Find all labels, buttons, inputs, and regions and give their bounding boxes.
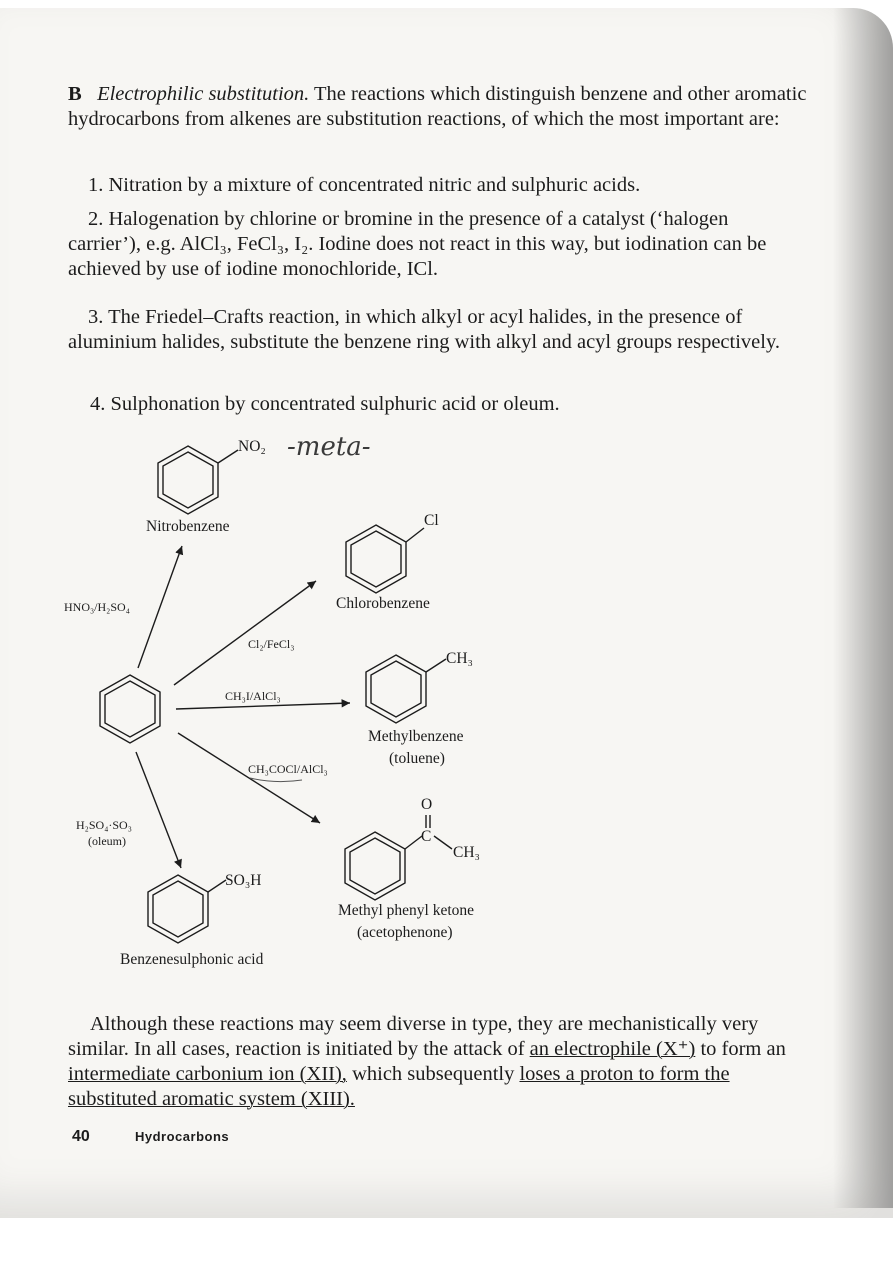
ketone-carbon-label: C — [421, 828, 432, 845]
reagent-acylation: CH₃COCl/AlCl₃ — [248, 762, 328, 776]
section-title: Electrophilic substitution. — [97, 83, 310, 105]
list-item-halogenation: 2. Halogenation by chlorine or bromine in the presence of a catalyst (‘halogen carrier’), e.g. AlCl₃, FeCl₃, I₂. Iodine does not react in this way, but iodination can be achieved by use of iodine monochloride, ICl. — [68, 208, 767, 280]
reagent-chlorination: Cl₂/FeCl₃ — [248, 637, 295, 651]
chlorobenzene-name: Chlorobenzene — [336, 595, 430, 612]
chloro-group-label: Cl — [424, 512, 439, 529]
methylbenzene-ring — [366, 655, 446, 723]
list-item-nitration: 1. Nitration by a mixture of concentrated nitric and sulphuric acids. — [88, 174, 641, 196]
ketone-methyl-label: CH₃ — [453, 844, 480, 861]
list-item-friedel-crafts: 3. The Friedel–Crafts reaction, in which alkyl or acyl halides, in the presence of aluminium halides, substitute the benzene ring with alkyl and acyl groups respectively. — [68, 306, 781, 353]
benzenesulphonic-ring — [148, 875, 226, 943]
ketone-name: Methyl phenyl ketone — [338, 902, 475, 919]
closing-paragraph — [68, 1012, 788, 1112]
arrow-chlorination — [174, 581, 316, 685]
arrow-sulphonation — [136, 752, 181, 868]
reagent-nitration: HNO₃/H₂SO₄ — [64, 600, 130, 614]
nitro-group-label: NO₂ — [238, 438, 266, 455]
toluene-name: (toluene) — [389, 750, 445, 767]
closing-text-mid2: which subsequently — [346, 1063, 520, 1085]
reagent-methylation: CH₃I/AlCl₃ — [225, 689, 281, 703]
methylbenzene-name: Methylbenzene — [368, 728, 464, 745]
reagent-sulphonation-note: (oleum) — [88, 834, 126, 848]
closing-underline-proton: loses a proton to form the substituted aromatic system (XIII). — [68, 1063, 730, 1110]
reagent-sulphonation: H₂SO₄·SO₃ — [76, 818, 132, 832]
running-footer-title: Hydrocarbons — [135, 1129, 230, 1144]
nitrobenzene-name: Nitrobenzene — [146, 518, 230, 535]
acetophenone-name: (acetophenone) — [357, 924, 453, 941]
chlorobenzene-ring — [346, 525, 424, 593]
nitrobenzene-ring — [158, 446, 238, 514]
methyl-group-label: CH₃ — [446, 650, 473, 667]
pencil-underline — [250, 778, 302, 782]
list-item-sulphonation: 4. Sulphonation by concentrated sulphuric acid or oleum. — [90, 393, 560, 415]
ketone-oxygen-label: O — [421, 796, 433, 813]
intro-text: The reactions which distinguish benzene and other aromatic hydrocarbons from alkenes are substitution reactions, of which the most important are: — [68, 83, 807, 130]
handwritten-meta-note: -meta- — [287, 432, 371, 462]
benzene-ring — [100, 675, 160, 743]
arrow-acylation — [178, 733, 320, 823]
closing-underline-carbonium: intermediate carbonium ion (XII), — [68, 1063, 347, 1085]
sulpho-group-label: SO₃H — [225, 872, 262, 889]
section-label: B — [68, 83, 82, 105]
acetophenone-ring — [345, 815, 452, 900]
benzenesulphonic-name: Benzenesulphonic acid — [120, 951, 264, 968]
closing-underline-electrophile: an electrophile (X⁺) — [529, 1038, 696, 1060]
arrow-nitration — [138, 546, 182, 668]
closing-text-mid: to form an — [695, 1038, 786, 1060]
page-number: 40 — [72, 1128, 90, 1145]
closing-text-start: Although these reactions may seem diverse in type, they are mechanistically very similar. In all cases, reaction is initiated by the attack of — [68, 1013, 759, 1060]
